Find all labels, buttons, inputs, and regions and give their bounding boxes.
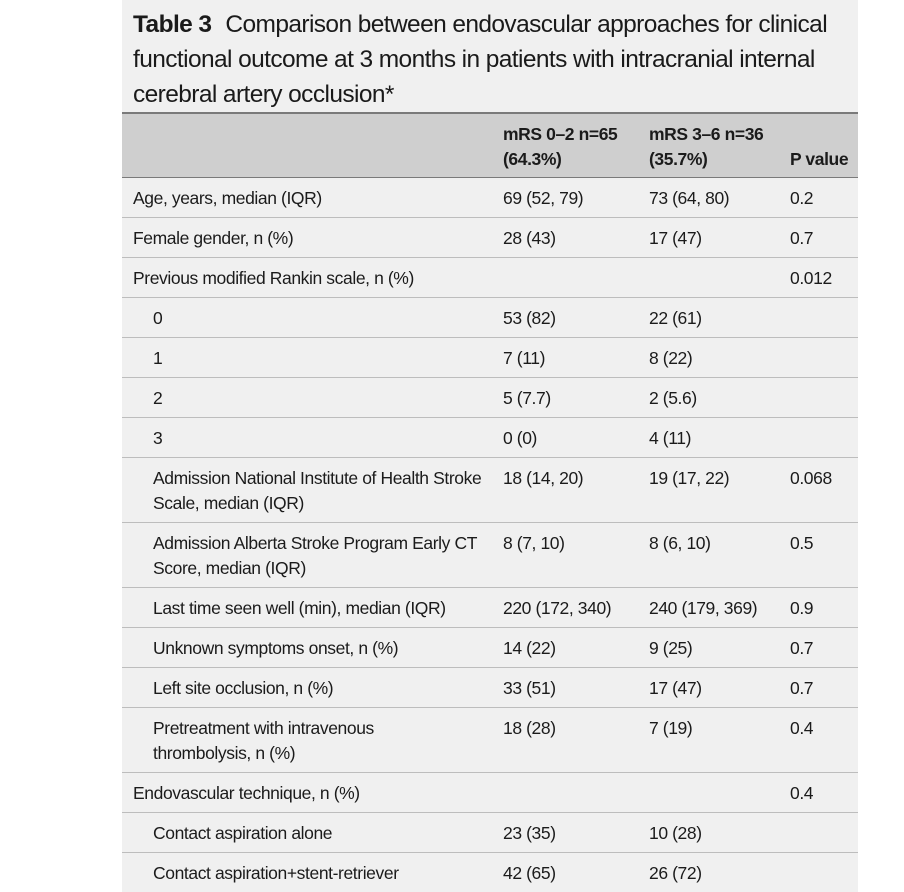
table-row	[122, 523, 858, 588]
row-label: Pretreatment with intravenous thrombolysis, n (%)	[153, 718, 374, 763]
table-row	[122, 853, 858, 892]
table-header	[122, 114, 858, 178]
cell-mrs-0-2: 23 (35)	[503, 823, 556, 843]
cell-p-value: 0.4	[790, 783, 814, 803]
cell-mrs-3-6: 2 (5.6)	[649, 388, 697, 408]
cell-p-value: 0.7	[790, 638, 814, 658]
cell-mrs-3-6: 8 (22)	[649, 348, 693, 368]
cell-mrs-0-2: 18 (14, 20)	[503, 468, 584, 488]
table-row	[122, 418, 858, 458]
table-row	[122, 773, 858, 813]
data-table	[122, 112, 858, 892]
table-row	[122, 588, 858, 628]
cell-mrs-0-2: 69 (52, 79)	[503, 188, 584, 208]
cell-p-value: 0.9	[790, 598, 814, 618]
row-label: 3	[153, 428, 163, 448]
cell-mrs-0-2: 42 (65)	[503, 863, 556, 883]
table-row	[122, 178, 858, 218]
cell-p-value: 0.012	[790, 268, 832, 288]
row-label: Contact aspiration alone	[153, 823, 333, 843]
row-label: 2	[153, 388, 163, 408]
cell-mrs-3-6: 9 (25)	[649, 638, 693, 658]
row-label: Female gender, n (%)	[133, 228, 294, 248]
cell-mrs-3-6: 26 (72)	[649, 863, 702, 883]
cell-mrs-3-6: 7 (19)	[649, 718, 693, 738]
cell-mrs-3-6: 8 (6, 10)	[649, 533, 711, 553]
header-mrs-0-2: mRS 0–2 n=65 (64.3%)	[503, 124, 618, 169]
cell-p-value: 0.2	[790, 188, 814, 208]
row-label: Contact aspiration+stent-retriever	[153, 863, 399, 883]
row-label: Last time seen well (min), median (IQR)	[153, 598, 446, 618]
table-row	[122, 258, 858, 298]
table-row	[122, 218, 858, 258]
cell-p-value: 0.5	[790, 533, 814, 553]
cell-mrs-0-2: 5 (7.7)	[503, 388, 551, 408]
table-number: Table 3	[133, 11, 212, 38]
row-label: Previous modified Rankin scale, n (%)	[133, 268, 414, 288]
cell-mrs-0-2: 28 (43)	[503, 228, 556, 248]
table-row	[122, 378, 858, 418]
cell-mrs-3-6: 4 (11)	[649, 428, 692, 448]
cell-mrs-0-2: 14 (22)	[503, 638, 556, 658]
table-row	[122, 458, 858, 523]
table-row	[122, 338, 858, 378]
row-label: Age, years, median (IQR)	[133, 188, 322, 208]
row-label: Admission National Institute of Health Stroke Scale, median (IQR)	[153, 468, 482, 513]
cell-mrs-0-2: 220 (172, 340)	[503, 598, 612, 618]
cell-mrs-3-6: 73 (64, 80)	[649, 188, 730, 208]
row-label: 1	[153, 348, 163, 368]
table-row	[122, 708, 858, 773]
cell-mrs-3-6: 10 (28)	[649, 823, 702, 843]
header-p-value: P value	[790, 149, 849, 169]
cell-p-value: 0.4	[790, 718, 814, 738]
cell-mrs-0-2: 7 (11)	[503, 348, 546, 368]
cell-mrs-3-6: 22 (61)	[649, 308, 702, 328]
cell-p-value: 0.068	[790, 468, 832, 488]
caption-text: Comparison between endovascular approaches for clinical functional outcome at 3 months in patients with intracranial internal cerebral artery occlusion*	[133, 11, 828, 108]
row-label: Left site occlusion, n (%)	[153, 678, 334, 698]
cell-mrs-3-6: 17 (47)	[649, 228, 702, 248]
cell-mrs-3-6: 17 (47)	[649, 678, 702, 698]
cell-mrs-0-2: 33 (51)	[503, 678, 556, 698]
row-label: Admission Alberta Stroke Program Early CT Score, median (IQR)	[153, 533, 477, 578]
table-row	[122, 628, 858, 668]
row-label: Endovascular technique, n (%)	[133, 783, 360, 803]
table-row	[122, 298, 858, 338]
cell-mrs-0-2: 18 (28)	[503, 718, 556, 738]
table-caption	[133, 7, 858, 112]
cell-p-value: 0.7	[790, 228, 814, 248]
row-label: Unknown symptoms onset, n (%)	[153, 638, 399, 658]
header-mrs-3-6: mRS 3–6 n=36 (35.7%)	[649, 124, 764, 169]
cell-mrs-3-6: 19 (17, 22)	[649, 468, 730, 488]
table-row	[122, 813, 858, 853]
row-label: 0	[153, 308, 163, 328]
cell-mrs-0-2: 0 (0)	[503, 428, 537, 448]
cell-mrs-0-2: 8 (7, 10)	[503, 533, 565, 553]
table-row	[122, 668, 858, 708]
cell-mrs-0-2: 53 (82)	[503, 308, 556, 328]
cell-mrs-3-6: 240 (179, 369)	[649, 598, 758, 618]
cell-p-value: 0.7	[790, 678, 814, 698]
